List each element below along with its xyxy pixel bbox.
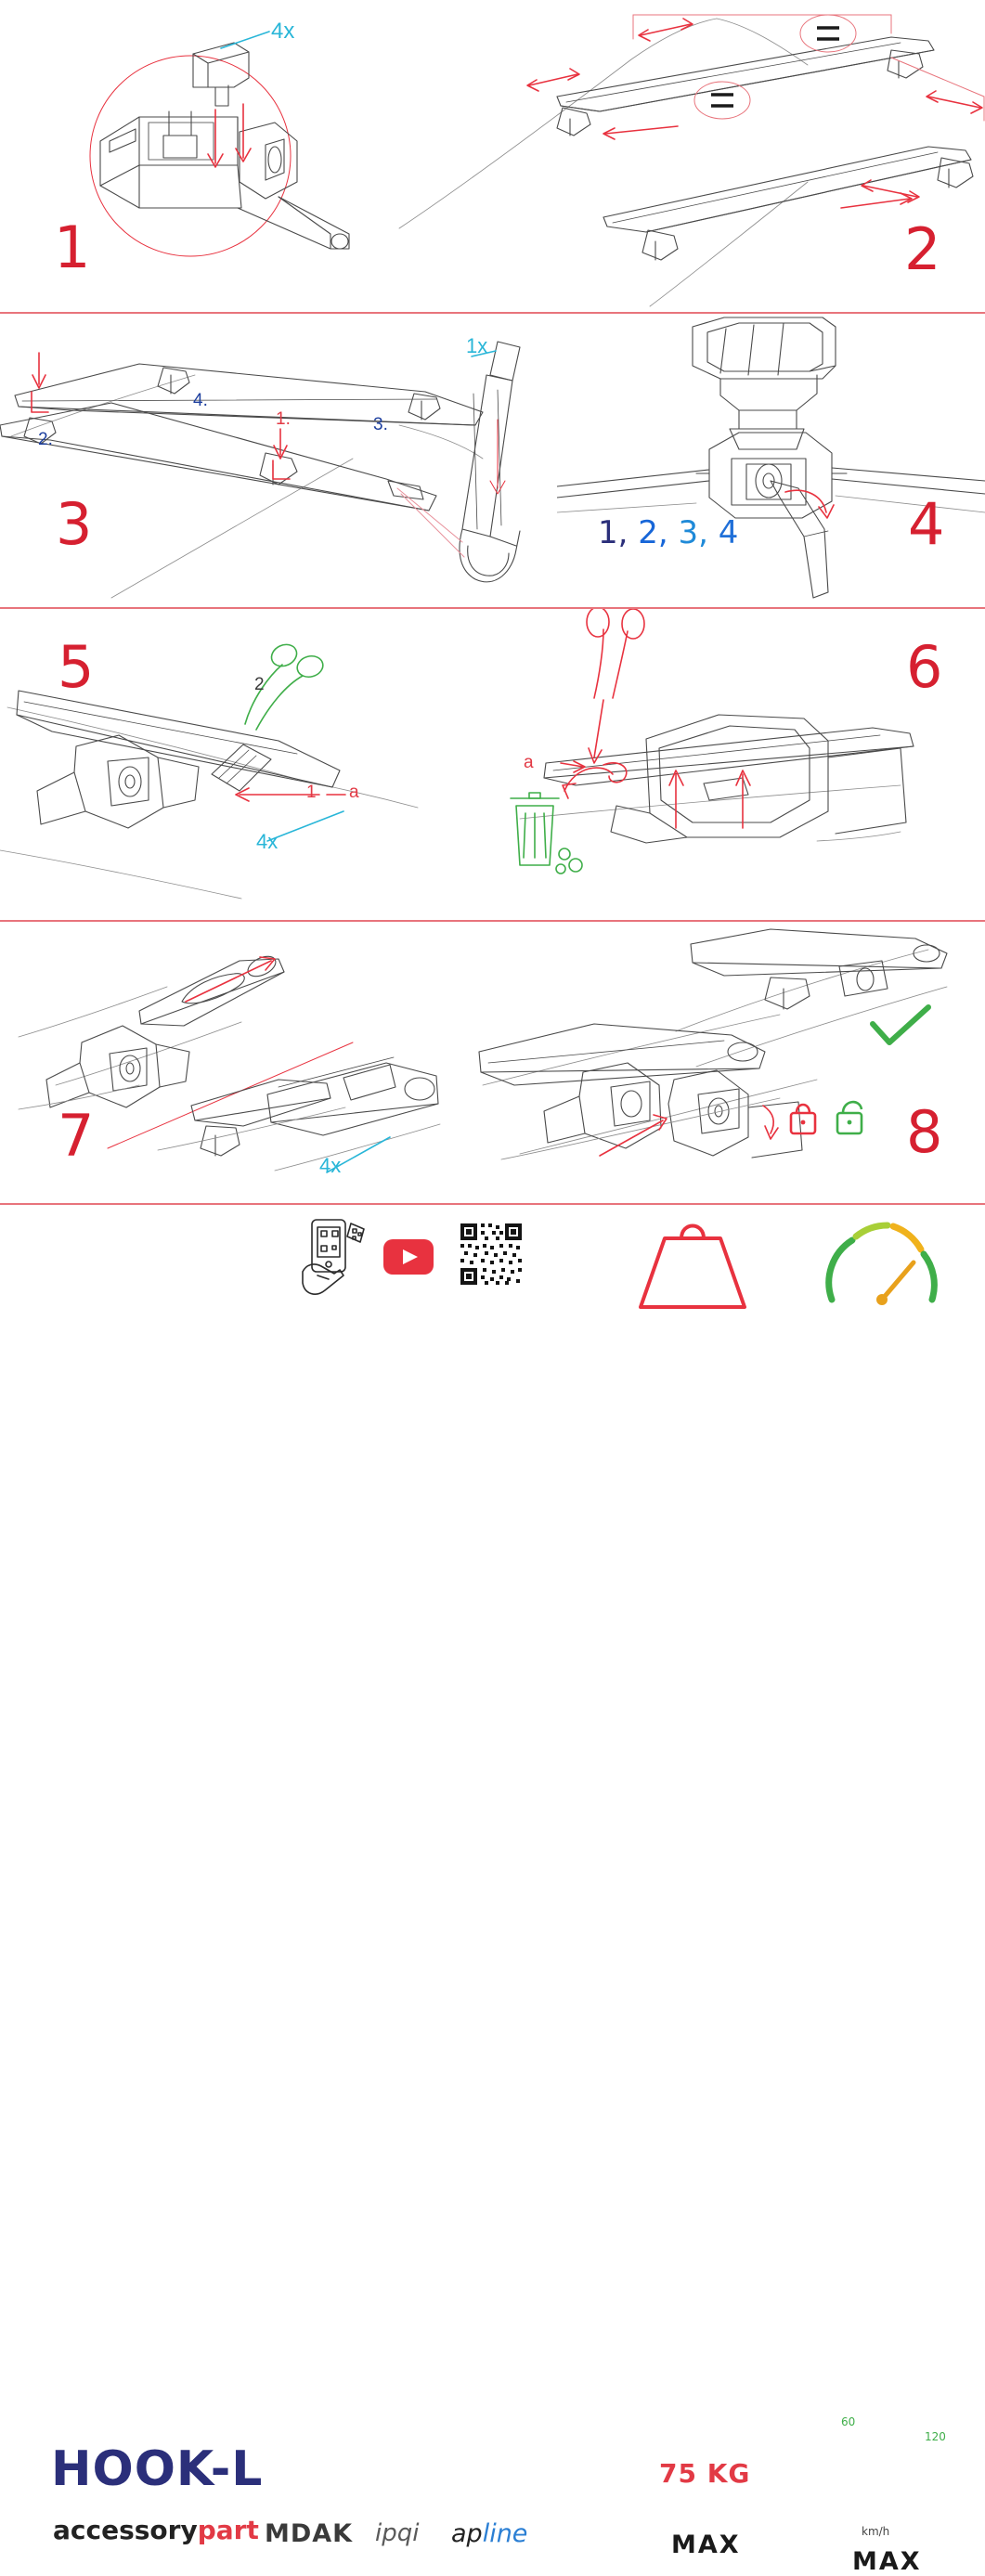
- step-3-label-1: 1.: [276, 409, 291, 429]
- seq-2: 2,: [638, 514, 668, 551]
- step-5-label-a: a: [349, 783, 359, 802]
- max-speed-caption: MAX: [852, 2547, 922, 2576]
- step-4-panel: [557, 314, 985, 607]
- speed-tick-low: 60: [841, 2415, 856, 2428]
- step-3-label-2: 2.: [38, 430, 53, 449]
- footer: [0, 1203, 985, 2576]
- step-5-label-4x: 4x: [256, 830, 279, 853]
- seq-4: 4: [718, 514, 739, 551]
- seq-1: 1,: [598, 514, 629, 551]
- step-5-label-1: 1: [306, 783, 317, 802]
- step-7-number: 7: [58, 1102, 95, 1170]
- step-3-panel: [0, 314, 557, 607]
- step-4-illustration: [557, 314, 985, 607]
- step-3-illustration: [0, 314, 557, 607]
- step-5-panel: [0, 609, 464, 920]
- apline-prefix: ap: [451, 2519, 483, 2548]
- max-load-icon: [628, 1214, 758, 1316]
- step-5-label-2: 2: [254, 675, 265, 694]
- step-1-label-4x: 4x: [271, 19, 295, 44]
- step-5-number: 5: [58, 633, 95, 701]
- qr-scan-phone-icon: [297, 1218, 371, 1307]
- step-7-panel: [0, 922, 464, 1203]
- subtitle-accessory: accessory: [53, 2515, 198, 2545]
- partner-mdak: MDAK: [265, 2519, 354, 2548]
- step-6-panel: [464, 609, 985, 920]
- step-8-panel: [464, 922, 985, 1203]
- step-3-label-3: 3.: [373, 415, 388, 434]
- step-4-number: 4: [908, 490, 945, 558]
- step-6-number: 6: [906, 633, 943, 701]
- max-load-caption: MAX: [671, 2531, 741, 2559]
- step-3-label-4: 4.: [193, 391, 208, 410]
- youtube-icon[interactable]: [382, 1238, 434, 1275]
- speed-unit: km/h: [862, 2525, 890, 2538]
- qr-code-icon: [459, 1222, 524, 1287]
- seq-3: 3,: [678, 514, 708, 551]
- step-3-label-1x: 1x: [466, 334, 488, 357]
- step-4-sequence: [598, 514, 738, 551]
- step-6-label-a: a: [524, 753, 534, 772]
- brand-title: HOOK-L: [51, 2441, 264, 2497]
- step-2-illustration: [371, 0, 985, 312]
- step-7-label-4x: 4x: [319, 1154, 342, 1177]
- brand-subtitle: [53, 2515, 259, 2545]
- step-2-number: 2: [904, 215, 941, 283]
- max-load-value: 75 KG: [659, 2458, 751, 2489]
- step-2-panel: [371, 0, 985, 312]
- speed-tick-high: 120: [925, 2430, 946, 2443]
- step-1-panel: [0, 0, 371, 312]
- apline-highlight: line: [482, 2519, 528, 2548]
- partner-apline: [451, 2519, 527, 2548]
- step-8-number: 8: [906, 1098, 943, 1166]
- subtitle-part: part: [197, 2515, 259, 2545]
- step-3-number: 3: [56, 490, 93, 558]
- max-speed-icon: [817, 1210, 947, 1314]
- partner-ipqi: ipqi: [375, 2519, 420, 2547]
- step-1-number: 1: [54, 214, 91, 281]
